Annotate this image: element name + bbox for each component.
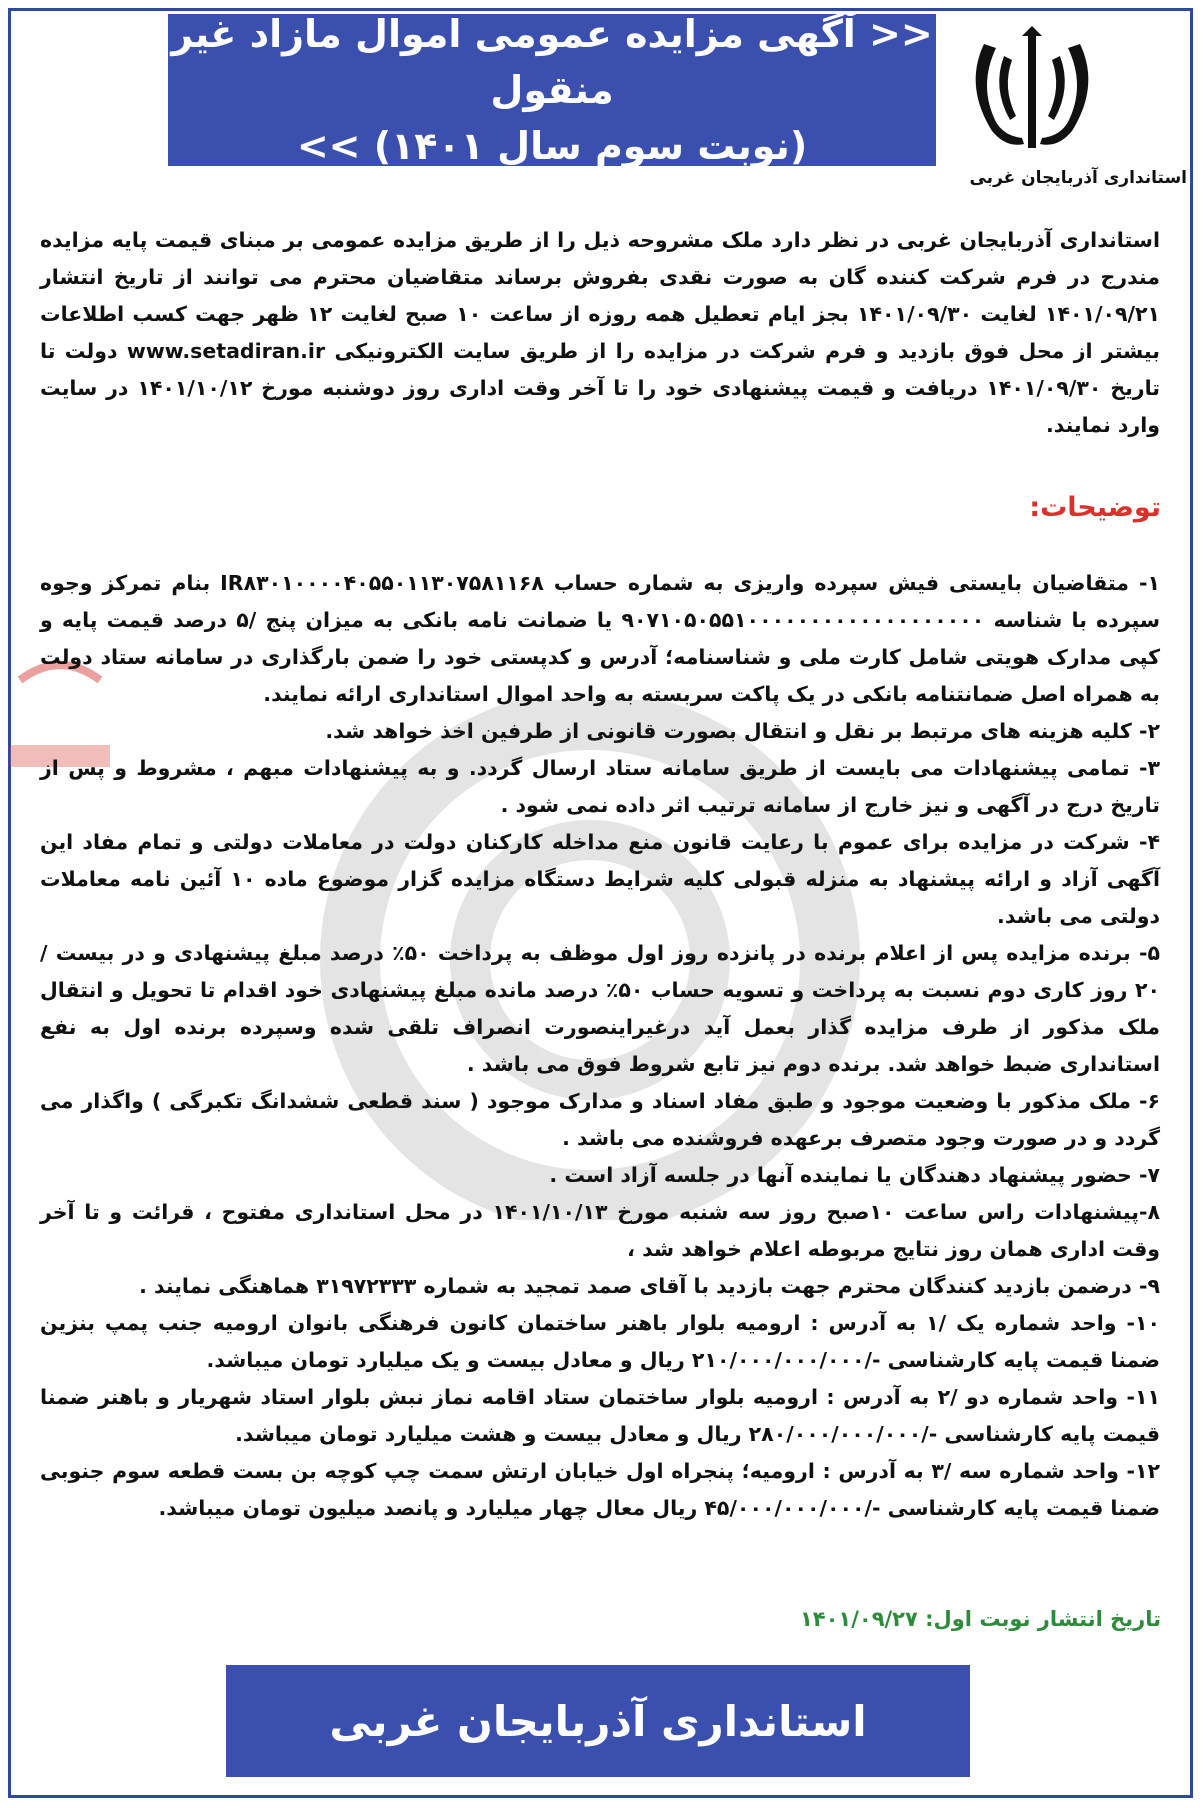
organization-label: استانداری آذربایجان غربی	[969, 168, 1187, 188]
list-item: ۱۰- واحد شماره یک /۱ به آدرس : ارومیه بلوار باهنر ساختمان کانون فرهنگی بانوان ارومیه جنب پمپ بنزین ضمنا قیمت پایه کارشناسی -/۲۱۰/۰۰۰/۰۰۰/۰۰۰ ریال و معادل بیست و یک میلیارد تومان میباشد.	[40, 1311, 1160, 1372]
list-item: ۳- تمامی پیشنهادات می بایست از طریق سامانه ستاد ارسال گردد. و به پیشنهادات مبهم ، مشروط و پس از تاریخ درج در آگهی و نیز خارج از سامانه ترتیب اثر داده نمی شود .	[40, 756, 1160, 817]
terms-list	[40, 565, 1160, 1527]
list-item: ۱- متقاضیان بایستی فیش سپرده واریزی به شماره حساب IR۸۳۰۱۰۰۰۰۴۰۵۵۰۱۱۳۰۷۵۸۱۱۶۸ بنام تمرکز وجوه سپرده با شناسه ۹۰۷۱۰۵۰۵۵۱۰۰۰۰۰۰۰۰۰۰۰۰۰۰۰۰۰۰۰ یا ضمانت نامه بانکی به میزان پنج /۵ درصد قیمت پایه و کپی مدارک هویتی شامل کارت ملی و شناسنامه؛ آدرس و کدپستی خود را ضمن بارگذاری در سامانه ستاد دولت به همراه اصل ضمانتنامه بانکی در یک پاکت سربسته به واحد اموال استانداری ارائه نمایند.	[40, 571, 1161, 706]
list-item: ۴- شرکت در مزایده برای عموم با رعایت قانون منع مداخله کارکنان دولت در معاملات دولتی و تمام مفاد این آگهی آزاد و ارائه پیشنهاد به منزله قبولی کلیه شرایط دستگاه مزایده گزار موضوع ماده ۱۰ آئین نامه معاملات دولتی می باشد.	[40, 830, 1160, 928]
footer-banner	[226, 1665, 970, 1777]
list-item: ۱۱- واحد شماره دو /۲ به آدرس : ارومیه بلوار ساختمان ستاد اقامه نماز نبش بلوار استاد شهریار و باهنر ضمنا قیمت پایه کارشناسی -/۲۸۰/۰۰۰/۰۰۰/۰۰۰ ریال و معادل بیست و هشت میلیارد تومان میباشد.	[40, 1385, 1161, 1446]
publication-date: تاریخ انتشار نوبت اول: ۱۴۰۱/۰۹/۲۷	[799, 1607, 1161, 1631]
list-item: ۸-پیشنهادات راس ساعت ۱۰صبح روز سه شنبه مورخ ۱۴۰۱/۱۰/۱۳ در محل استانداری مفتوح ، قرائت و تا آخر وقت اداری همان روز نتایج مربوطه اعلام خواهد شد ،	[40, 1200, 1161, 1261]
list-item: ۹- درضمن بازدید کنندگان محترم جهت بازدید با آقای صمد تمجید به شماره ۳۱۹۷۲۳۳۳ هماهنگی نمایند .	[139, 1274, 1160, 1298]
list-item: ۵- برنده مزایده پس از اعلام برنده در پانزده روز اول موظف به پرداخت ۵۰٪ درصد مبلغ پیشنهادی و در بیست /۲۰ روز کاری دوم نسبت به پرداخت و تسویه حساب ۵۰٪ درصد مانده مبلغ پیشنهادی خود اقدام تا تحویل و انتقال ملک مذکور از طرف مزایده گذار بعمل آید درغیراینصورت انصراف تلقی شده وسپرده برنده اول به نفع استانداری ضبط خواهد شد. برنده دوم نیز تابع شروط فوق می باشد .	[40, 941, 1160, 1076]
title-banner	[168, 14, 936, 166]
intro-paragraph	[40, 222, 1160, 444]
list-item: ۱۲- واحد شماره سه /۳ به آدرس : ارومیه؛ پنجراه اول خیابان ارتش سمت چپ کوچه بن بست قطعه سوم جنوبی ضمنا قیمت پایه کارشناسی -/۴۵/۰۰۰/۰۰۰/۰۰۰ ریال معال چهار میلیارد و پانصد میلیون تومان میباشد.	[40, 1459, 1160, 1520]
footer-org-name: استانداری آذربایجان غربی	[329, 1696, 867, 1746]
list-item: ۶- ملک مذکور با وضعیت موجود و طبق مفاد اسناد و مدارک موجود ( سند قطعی ششدانگ تکبرگی ) واگذار می گردد و در صورت وجود متصرف برعهده فروشنده می باشد .	[40, 1089, 1160, 1150]
intro-text: استانداری آذربایجان غربی در نظر دارد ملک مشروحه ذیل را از طریق مزایده عمومی بر مبنای قیمت پایه مزایده مندرج در فرم شرکت کننده گان به صورت نقدی بفروش برساند متقاضیان محترم می توانند از تاریخ انتشار ۱۴۰۱/۰۹/۲۱ لغایت ۱۴۰۱/۰۹/۳۰ بجز ایام تعطیل همه روزه از ساعت ۱۰ صبح لغایت ۱۲ ظهر جهت کسب اطلاعات بیشتر از محل فوق بازدید و فرم شرکت در مزایده را از طریق سایت الکترونیکی www.setadiran.ir دولت تا تاریخ ۱۴۰۱/۰۹/۳۰ دریافت و قیمت پیشنهادی خود را تا آخر وقت اداری روز دوشنبه مورخ ۱۴۰۱/۱۰/۱۲ در سایت وارد نمایند.	[40, 228, 1161, 437]
title-line-2: (نوبت سوم سال ۱۴۰۱) >>	[296, 124, 808, 168]
title-line-1: << آگهی مزایده عمومی اموال مازاد غیر منقول	[171, 12, 933, 112]
list-item: ۲- کلیه هزینه های مرتبط بر نقل و انتقال بصورت قانونی از طرفین اخذ خواهد شد.	[325, 719, 1160, 743]
iran-emblem-icon	[962, 26, 1102, 158]
section-title: توضیحات:	[1029, 492, 1161, 523]
list-item: ۷- حضور پیشنهاد دهندگان یا نماینده آنها در جلسه آزاد است .	[549, 1163, 1160, 1187]
